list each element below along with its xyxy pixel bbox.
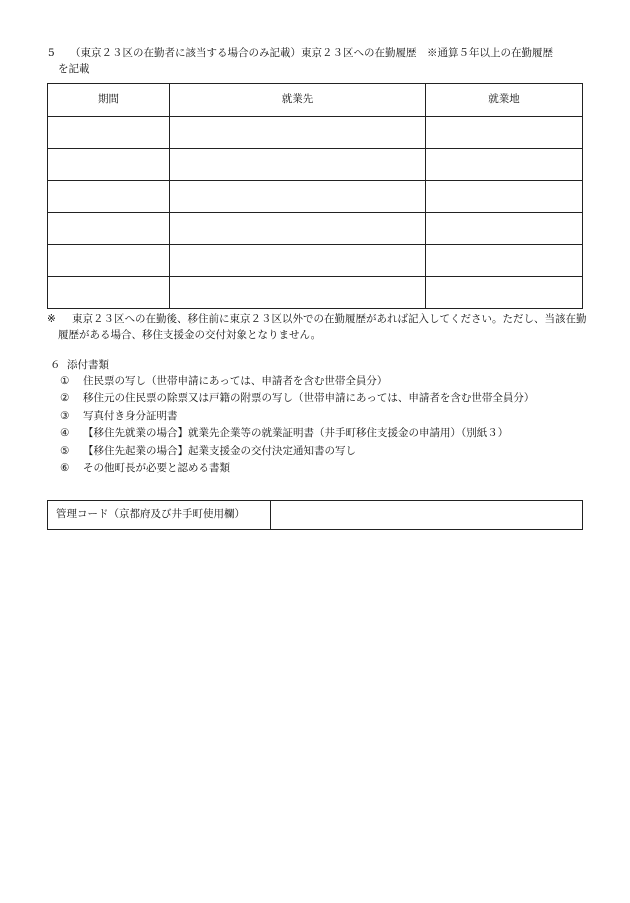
table-row: [48, 277, 583, 309]
section6-number: ６: [50, 359, 61, 371]
list-item: [60, 444, 590, 462]
table-row: [48, 213, 583, 245]
item-number-mark: ⑥: [60, 462, 70, 475]
management-code-field[interactable]: [271, 501, 583, 530]
item-number-mark: ⑤: [60, 444, 70, 457]
work-location-cell[interactable]: [426, 213, 583, 245]
work-history-note: [47, 312, 587, 344]
period-cell[interactable]: [48, 277, 170, 309]
table-row: [48, 149, 583, 181]
header-work-location: 就業地: [426, 84, 583, 117]
item-number-mark: ③: [60, 409, 70, 422]
employer-cell[interactable]: [170, 245, 426, 277]
work-location-cell[interactable]: [426, 117, 583, 149]
item-text: 【移住先起業の場合】起業支援金の交付決定通知書の写し: [83, 444, 356, 457]
employer-cell[interactable]: [170, 149, 426, 181]
period-cell[interactable]: [48, 245, 170, 277]
item-text: 【移住先就業の場合】就業先企業等の就業証明書（井手町移住支援金の申請用）（別紙３）: [83, 427, 509, 440]
list-item: [60, 391, 590, 409]
employer-cell[interactable]: [170, 277, 426, 309]
section5-heading: [48, 46, 588, 78]
section6-title: 添付書類: [67, 359, 109, 371]
item-text: 移住元の住民票の除票又は戸籍の附票の写し（世帯申請にあっては、申請者を含む世帯全員分）: [83, 392, 535, 405]
work-location-cell[interactable]: [426, 149, 583, 181]
header-employer: 就業先: [170, 84, 426, 117]
item-text: 住民票の写し（世帯申請にあっては、申請者を含む世帯全員分）: [83, 374, 388, 387]
employer-cell[interactable]: [170, 213, 426, 245]
period-cell[interactable]: [48, 213, 170, 245]
work-location-cell[interactable]: [426, 181, 583, 213]
note-asterisk-mark: ※: [47, 313, 56, 325]
note-text: 東京２３区への在勤後、移住前に東京２３区以外での在勤履歴があれば記入してください。ただし、当該在勤履歴がある場合、移住支援金の交付対象となりません。: [58, 313, 587, 341]
period-cell[interactable]: [48, 117, 170, 149]
work-location-cell[interactable]: [426, 277, 583, 309]
list-item: [60, 461, 590, 479]
table-row: [48, 245, 583, 277]
item-number-mark: ②: [60, 392, 70, 405]
period-cell[interactable]: [48, 149, 170, 181]
item-number-mark: ④: [60, 427, 70, 440]
attachments-list: [50, 374, 590, 479]
section5-number: 5: [48, 47, 55, 59]
table-row: [48, 117, 583, 149]
work-location-cell[interactable]: [426, 245, 583, 277]
management-code-table: [47, 500, 583, 530]
list-item: [60, 374, 590, 392]
work-history-table: [47, 83, 583, 309]
item-text: 写真付き身分証明書: [83, 409, 178, 422]
section5-heading-line1: （東京２３区の在勤者に該当する場合のみ記載）東京２３区への在勤履歴 ※通算５年以上の在勤履歴: [70, 47, 553, 59]
period-cell[interactable]: [48, 181, 170, 213]
item-text: その他町長が必要と認める書類: [83, 462, 230, 475]
item-number-mark: ①: [60, 374, 70, 387]
employer-cell[interactable]: [170, 181, 426, 213]
work-history-header-row: [48, 84, 583, 117]
header-period: 期間: [48, 84, 170, 117]
management-code-label: 管理コード（京都府及び井手町使用欄）: [48, 501, 271, 530]
table-row: [48, 181, 583, 213]
employer-cell[interactable]: [170, 117, 426, 149]
attachments-title: [50, 358, 590, 374]
attachments-section: [50, 358, 590, 479]
section5-heading-line2: を記載: [58, 62, 90, 75]
list-item: [60, 409, 590, 427]
management-code-row: [48, 501, 583, 530]
list-item: [60, 426, 590, 444]
